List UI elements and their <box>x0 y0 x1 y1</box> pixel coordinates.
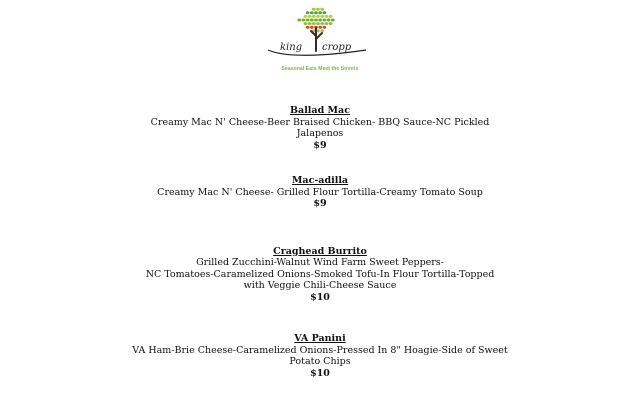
tree-logo-icon <box>266 6 370 64</box>
leaf-dot <box>327 19 331 22</box>
leaf-dot <box>310 11 314 14</box>
leaf-dot <box>325 15 329 18</box>
leaf-dot <box>320 15 324 18</box>
menu-item-description-line: Potato Chips <box>289 356 351 367</box>
leaf-dot <box>310 26 314 29</box>
leaf-dot <box>318 26 322 29</box>
leaf-dot <box>312 15 316 18</box>
menu-item-name: Mac-adilla <box>291 175 349 186</box>
leaf-dot <box>306 26 310 29</box>
menu-item-description <box>0 345 640 368</box>
leaf-dot <box>308 15 312 18</box>
leaf-dot <box>318 11 322 14</box>
menu-item-description <box>0 187 640 199</box>
leaf-dot <box>325 22 329 25</box>
menu-item-name: Ballad Mac <box>290 105 350 116</box>
menu-item-price: $10 <box>310 291 330 303</box>
menu-item-description-line: Jalapenos <box>296 128 344 139</box>
leaf-dot <box>320 29 324 32</box>
leaf-dot <box>316 15 320 18</box>
leaf-dot <box>316 22 320 25</box>
leaf-dot <box>304 22 308 25</box>
menu-item-description-line: VA Ham-Brie Cheese-Caramelized Onions-Pressed In 8" Hoagie-Side of Sweet <box>132 344 508 356</box>
leaf-dot <box>297 19 301 22</box>
tree-trunk <box>311 28 322 51</box>
menu-item <box>0 333 640 379</box>
brand-name-right: cropp <box>322 42 352 53</box>
menu-item-description-line: NC Tomatoes-Caramelized Onions-Smoked Tofu-In Flour Tortilla-Topped <box>145 268 495 280</box>
leaf-dot <box>306 19 310 22</box>
leaf-dot <box>323 26 327 29</box>
leaf-dot <box>312 8 316 11</box>
leaf-dot <box>302 19 306 22</box>
leaf-dot <box>304 15 308 18</box>
menu-list <box>0 105 640 379</box>
leaf-dot <box>323 19 327 22</box>
menu-item-description-line: Creamy Mac N' Cheese- Grilled Flour Tortilla-Creamy Tomato Soup <box>157 186 483 198</box>
leaf-dot <box>316 8 320 11</box>
leaf-dot <box>329 15 333 18</box>
leaf-dot <box>331 19 335 22</box>
leaf-dot <box>306 11 310 14</box>
menu-item-description <box>0 117 640 140</box>
menu-item-name: VA Panini <box>294 333 346 344</box>
brand-name-left: king <box>280 42 303 53</box>
menu-item <box>0 105 640 151</box>
menu-item-price: $10 <box>310 367 330 379</box>
menu-item-description-line: Creamy Mac N' Cheese-Beer Braised Chicken- BBQ Sauce-NC Pickled <box>150 116 490 128</box>
menu-item-name: Craghead Burrito <box>273 245 367 257</box>
brand-tagline: Seasonal Eats Meet the Streets <box>281 66 359 72</box>
leaf-dot <box>308 22 312 25</box>
logo <box>0 6 640 70</box>
menu-item-description-line: Grilled Zucchini-Walnut Wind Farm Sweet Peppers- <box>196 257 444 268</box>
menu-item <box>0 175 640 210</box>
menu-item-price: $9 <box>313 198 327 209</box>
leaf-dot <box>314 19 318 22</box>
leaf-dot <box>318 19 322 22</box>
leaf-dot <box>320 8 324 11</box>
menu-item-price: $9 <box>313 139 327 151</box>
leaf-dot <box>310 19 314 22</box>
menu-item-description <box>0 257 640 292</box>
menu-item <box>0 246 640 304</box>
leaf-dot <box>320 22 324 25</box>
leaf-dot <box>323 11 327 14</box>
menu-item-description-line: with Veggie Chili-Cheese Sauce <box>243 280 397 291</box>
leaf-dot <box>329 22 333 25</box>
leaf-dot <box>314 11 318 14</box>
leaf-dot <box>312 22 316 25</box>
